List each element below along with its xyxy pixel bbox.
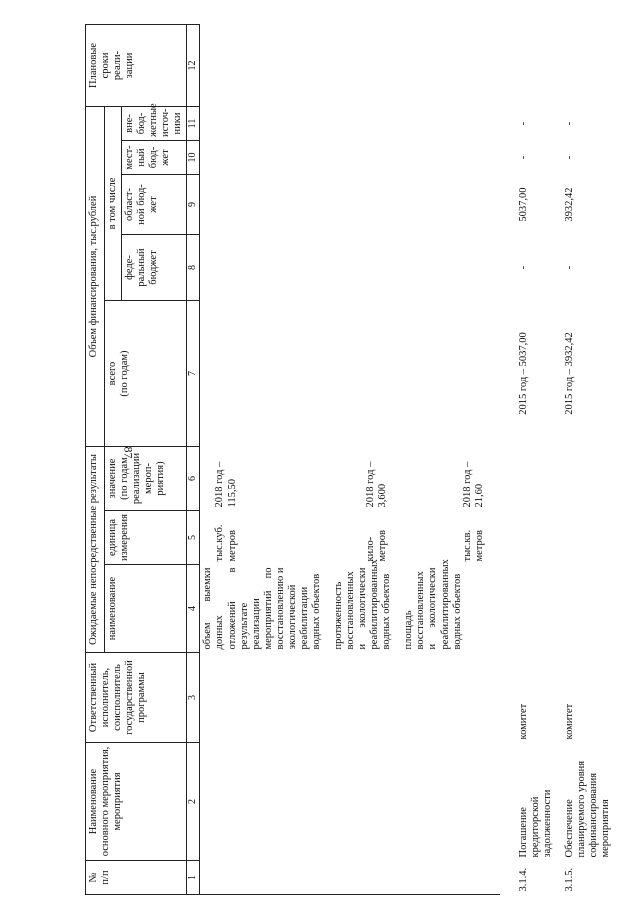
row-federal: - [563, 265, 575, 270]
header-num: № п/п [86, 861, 187, 895]
header-terms: Плановые сроки реали- зации [86, 24, 187, 106]
table-row [556, 24, 614, 894]
header-result-name: наименование [105, 565, 187, 653]
column-number: 10 [187, 141, 200, 175]
column-number: 5 [187, 511, 200, 565]
header-funding-including: в том числе [105, 106, 122, 300]
row-extra: - [517, 121, 529, 126]
header-regional: област- ной бюд- жет [122, 175, 187, 235]
row-event-name: Погашение кредиторской задолженности [517, 789, 553, 858]
row-regional: 3932,42 [563, 187, 575, 222]
continuation-row [200, 24, 500, 894]
column-number: 11 [187, 106, 200, 140]
header-extra: вне- бюд- жетные источ- ники [122, 106, 187, 140]
table-row [500, 24, 556, 894]
column-number: 8 [187, 235, 200, 301]
result-name: протяженность восстановленных и экологически реабилитированных водных объектов [333, 559, 393, 650]
result-name: площадь восстановленных и экологически реабилитированных водных объектов [403, 559, 463, 650]
row-event-name: Обеспечение планируемого уровня софинансирования мероприятия [563, 760, 612, 858]
result-value: 2018 год – 115,50 [214, 461, 238, 508]
row-extra: - [563, 121, 575, 126]
result-unit: тыс.кв. метров [461, 529, 485, 562]
result-unit: тыс.куб. метров [214, 524, 238, 562]
column-number: 7 [187, 301, 200, 447]
row-executor: комитет [563, 703, 575, 740]
header-local: мест- ный бюд- жет [122, 141, 187, 175]
result-value: 2018 год – 3,600 [364, 461, 388, 508]
column-number: 4 [187, 565, 200, 653]
header-federal: феде- ральный бюджет [122, 235, 187, 301]
column-number: 3 [187, 653, 200, 743]
row-total: 2015 год – 5037,00 [517, 332, 529, 415]
header-expected-results: Ожидаемые непосредственные результаты [86, 447, 105, 653]
header-result-unit: единица измерения [105, 511, 187, 565]
header-executor: Ответственный исполнитель, соисполнитель государственной программы [86, 653, 187, 743]
column-number: 12 [187, 24, 200, 106]
row-local: - [563, 155, 575, 160]
row-regional: 5037,00 [517, 187, 529, 222]
header-result-value: значение (по годам реализации мероп- риятия) [105, 447, 187, 511]
column-number: 1 [187, 861, 200, 895]
result-name: объем выемки донных отложений в результате реализации мероприятий по восстановлению и экологической реабилитации водных объектов [202, 567, 322, 650]
row-executor: комитет [517, 703, 529, 740]
row-total: 2015 год – 3932,42 [563, 332, 575, 415]
column-number: 2 [187, 743, 200, 861]
page-number: 87 [121, 446, 136, 459]
header-funding: Объем финансирования, тыс.рублей [86, 106, 105, 446]
header-funding-total: всего (по годам) [105, 301, 187, 447]
column-number: 6 [187, 447, 200, 511]
row-federal: - [517, 265, 529, 270]
row-number: 3.1.4. [517, 867, 529, 892]
row-local: - [517, 155, 529, 160]
row-number: 3.1.5. [563, 867, 575, 892]
rotated-page-content [85, 25, 640, 895]
header-event-name: Наименование основного мероприятия, мероприятия [86, 743, 187, 861]
result-value: 2018 год – 21,60 [461, 461, 485, 508]
column-number: 9 [187, 175, 200, 235]
result-unit: кило- метров [364, 530, 388, 562]
program-table [85, 24, 614, 895]
